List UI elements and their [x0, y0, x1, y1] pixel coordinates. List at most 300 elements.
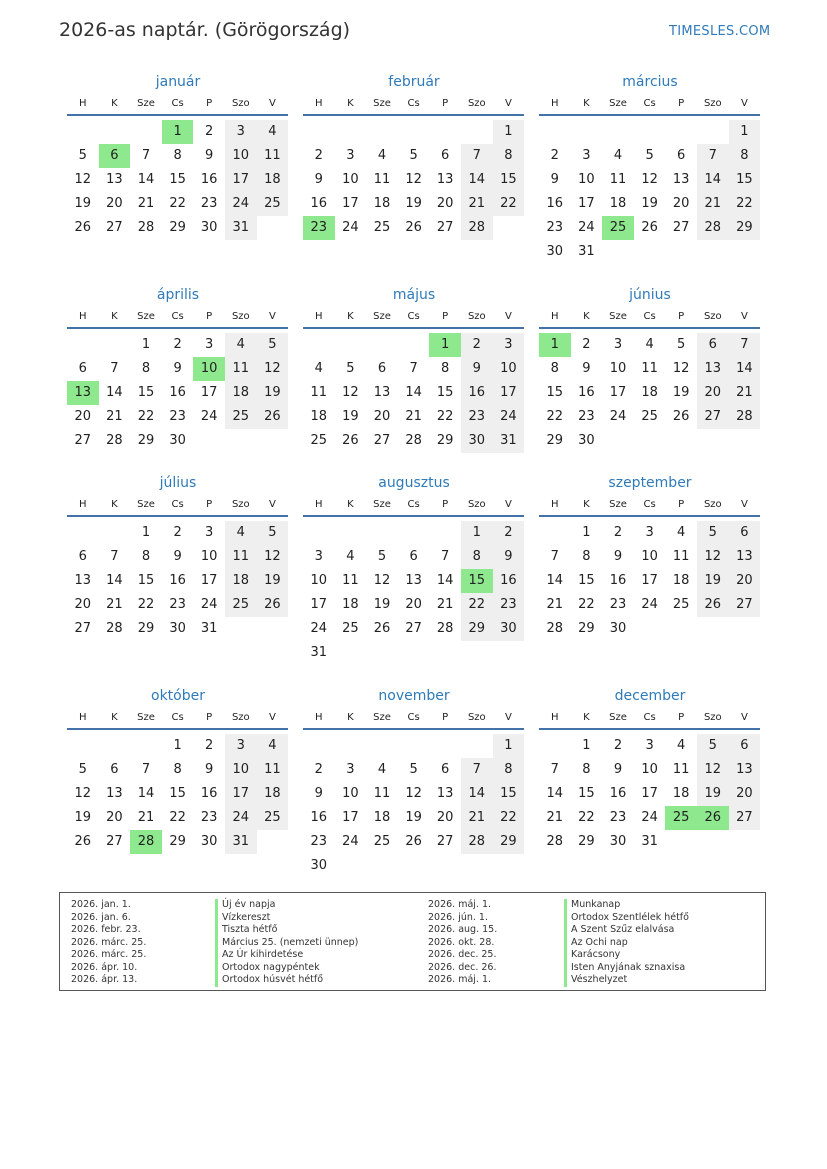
day-cell: 15: [729, 168, 761, 192]
day-cell: 23: [546, 220, 564, 235]
day-cell: 9: [582, 361, 591, 376]
weekday-label: K: [583, 499, 590, 510]
holiday-date: 2026. dec. 26.: [428, 961, 497, 973]
weekday-label: V: [740, 712, 748, 723]
holiday-name: Ortodox húsvét hétfő: [215, 974, 358, 987]
day-cell: 5: [78, 148, 87, 163]
day-cell: 17: [200, 385, 218, 400]
day-cell: 31: [225, 830, 257, 854]
weekday-label: Szo: [231, 499, 250, 510]
day-cell: 5: [377, 549, 387, 564]
day-cell: 23: [461, 405, 493, 429]
day-cell: 17: [609, 385, 627, 400]
day-cell: 10: [342, 786, 359, 801]
day-cell: 6: [377, 361, 387, 376]
day-cell: 13: [74, 573, 92, 588]
day-cell: 27: [672, 220, 690, 235]
day-cell: 10: [225, 758, 257, 782]
day-cell: 25: [373, 834, 391, 849]
day-cell: 22: [137, 597, 155, 612]
day-cell: 21: [137, 810, 155, 825]
day-cell: 12: [405, 172, 422, 187]
day-cell: 29: [169, 834, 186, 849]
day-cell: 3: [205, 337, 214, 352]
holiday-names-right: [564, 899, 689, 987]
day-cell: 16: [200, 172, 218, 187]
day-cell: 20: [74, 409, 92, 424]
weekday-label: P: [442, 499, 449, 510]
day-cell: 26: [257, 405, 289, 429]
day-cell: 15: [546, 385, 564, 400]
weekday-label: Sze: [609, 98, 627, 109]
day-cell: 10: [641, 762, 658, 777]
day-cell: 18: [257, 782, 289, 806]
day-cell: 21: [106, 409, 123, 424]
day-cell: 26: [641, 220, 658, 235]
day-cell: 28: [461, 216, 493, 240]
day-cell: 5: [346, 361, 355, 376]
day-cell: 21: [546, 810, 564, 825]
weekday-label: P: [206, 712, 213, 723]
weekday-label: V: [740, 311, 748, 322]
day-cell: 19: [697, 569, 729, 593]
day-cell: 26: [672, 409, 690, 424]
month-name: augusztus: [378, 475, 450, 491]
day-cell: 2: [205, 738, 214, 753]
day-cell: 24: [641, 597, 658, 612]
day-cell: 19: [257, 569, 289, 593]
header-rule: [67, 114, 288, 116]
day-cell: 6: [697, 333, 729, 357]
day-cell: 6: [441, 148, 450, 163]
day-cell: 27: [436, 834, 454, 849]
day-cell: 3: [582, 148, 591, 163]
weekday-label: V: [740, 98, 748, 109]
weekday-label: K: [111, 98, 118, 109]
holiday-date: 2026. máj. 1.: [428, 974, 492, 985]
day-cell: 16: [609, 573, 627, 588]
day-cell: 1: [539, 333, 571, 357]
day-cell: 22: [493, 806, 525, 830]
weekday-label: H: [79, 311, 87, 322]
weekday-label: K: [583, 311, 590, 322]
day-cell: 18: [373, 196, 391, 211]
holiday-date: 2026. ápr. 13.: [71, 974, 138, 985]
day-cell: 3: [613, 337, 623, 352]
day-cell: 28: [130, 830, 162, 854]
weekday-label: Szo: [703, 712, 722, 723]
day-cell: 1: [493, 120, 525, 144]
day-cell: 31: [310, 645, 328, 660]
day-cell: 11: [225, 357, 257, 381]
day-cell: 24: [578, 220, 595, 235]
day-cell: 22: [436, 409, 454, 424]
day-cell: 11: [672, 549, 690, 564]
weekday-label: Cs: [171, 712, 184, 723]
weekday-label: Sze: [373, 499, 391, 510]
day-cell: 9: [613, 762, 623, 777]
day-cell: 29: [546, 433, 564, 448]
day-cell: 30: [200, 834, 218, 849]
day-cell: 21: [697, 192, 729, 216]
month-name: április: [156, 287, 200, 303]
weekday-label: Sze: [137, 712, 155, 723]
day-cell: 21: [405, 409, 422, 424]
day-cell: 11: [641, 361, 658, 376]
day-cell: 29: [729, 216, 761, 240]
day-cell: 2: [493, 521, 525, 545]
day-cell: 30: [310, 858, 328, 873]
holiday-names-left: [215, 899, 358, 987]
day-cell: 3: [346, 148, 355, 163]
weekday-label: K: [347, 311, 354, 322]
day-cell: 13: [405, 573, 422, 588]
day-cell: 11: [373, 786, 391, 801]
weekday-label: K: [111, 499, 118, 510]
day-cell: 23: [169, 409, 186, 424]
day-cell: 16: [200, 786, 218, 801]
day-cell: 4: [377, 148, 387, 163]
month-name: július: [159, 475, 197, 491]
holiday-name: Tiszta hétfő: [215, 924, 358, 937]
day-cell: 22: [578, 597, 595, 612]
day-cell: 9: [461, 357, 493, 381]
day-cell: 20: [405, 597, 422, 612]
day-cell: 21: [137, 196, 155, 211]
day-cell: 15: [493, 782, 525, 806]
day-cell: 3: [645, 525, 654, 540]
day-cell: 26: [74, 220, 92, 235]
weekday-label: V: [268, 98, 276, 109]
day-cell: 29: [578, 621, 595, 636]
day-cell: 14: [405, 385, 422, 400]
day-cell: 17: [225, 168, 257, 192]
day-cell: 16: [169, 385, 186, 400]
day-cell: 18: [641, 385, 658, 400]
weekday-label: H: [551, 98, 559, 109]
weekday-label: Szo: [231, 712, 250, 723]
holiday-date: 2026. aug. 15.: [428, 924, 498, 935]
day-cell: 7: [141, 762, 151, 777]
day-cell: 13: [697, 357, 729, 381]
day-cell: 1: [493, 734, 525, 758]
day-cell: 16: [493, 569, 525, 593]
day-cell: 9: [550, 172, 559, 187]
holiday-name: Az Úr kihirdetése: [215, 949, 358, 962]
day-cell: 11: [609, 172, 627, 187]
day-cell: 9: [314, 786, 323, 801]
day-cell: 2: [173, 525, 182, 540]
day-cell: 15: [493, 168, 525, 192]
weekday-label: Sze: [137, 311, 155, 322]
holiday-date: 2026. dec. 25.: [428, 949, 497, 960]
day-cell: 24: [609, 409, 627, 424]
day-cell: 16: [169, 573, 186, 588]
day-cell: 25: [602, 216, 634, 240]
header-rule: [303, 114, 524, 116]
day-cell: 3: [225, 120, 257, 144]
day-cell: 8: [441, 361, 450, 376]
weekday-label: V: [504, 311, 512, 322]
weekday-label: H: [79, 98, 87, 109]
weekday-label: Szo: [231, 311, 250, 322]
weekday-label: Szo: [467, 499, 486, 510]
weekday-label: V: [504, 499, 512, 510]
header-rule: [67, 728, 288, 730]
holiday-date: 2026. jan. 6.: [71, 911, 131, 923]
day-cell: 21: [436, 597, 454, 612]
day-cell: 18: [257, 168, 289, 192]
day-cell: 8: [461, 545, 493, 569]
day-cell: 12: [697, 758, 729, 782]
weekday-label: Szo: [467, 311, 486, 322]
weekday-label: V: [740, 499, 748, 510]
day-cell: 6: [729, 734, 761, 758]
day-cell: 15: [461, 569, 493, 593]
day-cell: 12: [373, 573, 391, 588]
day-cell: 11: [342, 573, 359, 588]
weekday-label: K: [583, 712, 590, 723]
day-cell: 2: [314, 762, 323, 777]
day-cell: 18: [310, 409, 328, 424]
weekday-label: Cs: [643, 712, 656, 723]
day-cell: 23: [310, 834, 328, 849]
day-cell: 27: [373, 433, 391, 448]
month-name: szeptember: [608, 475, 692, 491]
day-cell: 2: [461, 333, 493, 357]
day-cell: 6: [677, 148, 686, 163]
day-cell: 13: [729, 758, 761, 782]
day-cell: 13: [436, 172, 454, 187]
day-cell: 24: [342, 220, 359, 235]
holiday-date: 2026. márc. 25.: [71, 936, 147, 948]
holiday-name: Vízkereszt: [215, 912, 358, 925]
day-cell: 8: [493, 758, 525, 782]
day-cell: 1: [461, 521, 493, 545]
weekday-label: P: [206, 311, 213, 322]
day-cell: 9: [314, 172, 323, 187]
day-cell: 25: [342, 621, 359, 636]
day-cell: 15: [578, 786, 595, 801]
weekday-label: H: [79, 499, 87, 510]
day-cell: 13: [106, 172, 123, 187]
day-cell: 2: [613, 738, 623, 753]
day-cell: 13: [67, 381, 99, 405]
month-name: február: [388, 74, 440, 90]
day-cell: 17: [342, 196, 359, 211]
day-cell: 5: [78, 762, 87, 777]
weekday-label: Sze: [609, 499, 627, 510]
day-cell: 27: [729, 806, 761, 830]
day-cell: 21: [461, 806, 493, 830]
day-cell: 19: [342, 409, 359, 424]
day-cell: 7: [409, 361, 418, 376]
holiday-name: Karácsony: [564, 949, 689, 962]
day-cell: 28: [137, 220, 155, 235]
day-cell: 20: [729, 569, 761, 593]
day-cell: 20: [729, 782, 761, 806]
day-cell: 14: [546, 786, 564, 801]
day-cell: 26: [373, 621, 391, 636]
day-cell: 22: [169, 196, 186, 211]
day-cell: 25: [641, 409, 658, 424]
day-cell: 15: [578, 573, 595, 588]
day-cell: 19: [74, 810, 92, 825]
holiday-name: Munkanap: [564, 899, 689, 912]
weekday-label: Szo: [703, 311, 722, 322]
day-cell: 23: [493, 593, 525, 617]
day-cell: 31: [493, 429, 525, 453]
day-cell: 20: [106, 196, 123, 211]
day-cell: 28: [546, 621, 564, 636]
day-cell: 14: [137, 172, 155, 187]
day-cell: 10: [493, 357, 525, 381]
holiday-date: 2026. febr. 23.: [71, 924, 141, 935]
weekday-label: H: [315, 499, 323, 510]
day-cell: 14: [461, 782, 493, 806]
day-cell: 1: [582, 525, 591, 540]
day-cell: 31: [641, 834, 658, 849]
day-cell: 12: [257, 357, 289, 381]
day-cell: 16: [609, 786, 627, 801]
day-cell: 2: [173, 337, 182, 352]
weekday-label: H: [551, 499, 559, 510]
weekday-label: V: [268, 499, 276, 510]
holiday-name: Március 25. (nemzeti ünnep): [215, 937, 358, 950]
holiday-name: Az Ochi nap: [564, 937, 689, 950]
day-cell: 28: [729, 405, 761, 429]
day-cell: 21: [729, 381, 761, 405]
weekday-label: P: [442, 712, 449, 723]
day-cell: 20: [697, 381, 729, 405]
day-cell: 11: [257, 144, 289, 168]
day-cell: 8: [173, 762, 182, 777]
day-cell: 24: [342, 834, 359, 849]
holiday-date: 2026. máj. 1.: [428, 899, 492, 910]
day-cell: 23: [169, 597, 186, 612]
day-cell: 19: [74, 196, 92, 211]
day-cell: 27: [74, 621, 92, 636]
holiday-list: [59, 892, 766, 991]
day-cell: 28: [546, 834, 564, 849]
day-cell: 8: [729, 144, 761, 168]
day-cell: 3: [346, 762, 355, 777]
weekday-label: Szo: [231, 98, 250, 109]
day-cell: 26: [697, 806, 729, 830]
day-cell: 13: [436, 786, 454, 801]
day-cell: 15: [436, 385, 454, 400]
day-cell: 29: [493, 830, 525, 854]
weekday-label: Sze: [137, 98, 155, 109]
day-cell: 23: [200, 810, 218, 825]
day-cell: 24: [310, 621, 328, 636]
holiday-name: Ortodox Szentlélek hétfő: [564, 912, 689, 925]
weekday-label: Sze: [137, 499, 155, 510]
day-cell: 18: [609, 196, 627, 211]
day-cell: 22: [578, 810, 595, 825]
day-cell: 7: [461, 758, 493, 782]
day-cell: 9: [173, 549, 182, 564]
day-cell: 18: [342, 597, 359, 612]
day-cell: 6: [409, 549, 418, 564]
holiday-name: Ortodox nagypéntek: [215, 962, 358, 975]
day-cell: 29: [137, 621, 155, 636]
day-cell: 11: [672, 762, 690, 777]
day-cell: 1: [729, 120, 761, 144]
holiday-date: 2026. márc. 25.: [71, 949, 147, 960]
weekday-label: Cs: [171, 311, 184, 322]
weekday-label: V: [268, 712, 276, 723]
day-cell: 18: [225, 569, 257, 593]
page-title: 2026-as naptár. (Görögország): [59, 19, 351, 41]
day-cell: 24: [200, 409, 218, 424]
day-cell: 1: [173, 738, 182, 753]
header-rule: [67, 515, 288, 517]
month-name: október: [151, 688, 205, 704]
day-cell: 25: [225, 405, 257, 429]
day-cell: 6: [441, 762, 450, 777]
day-cell: 22: [461, 593, 493, 617]
day-cell: 25: [225, 593, 257, 617]
day-cell: 8: [582, 549, 591, 564]
holiday-date: 2026. jan. 1.: [71, 899, 131, 910]
day-cell: 8: [493, 144, 525, 168]
day-cell: 22: [729, 192, 761, 216]
day-cell: 25: [373, 220, 391, 235]
day-cell: 20: [74, 597, 92, 612]
day-cell: 21: [546, 597, 564, 612]
holiday-date: 2026. jún. 1.: [428, 911, 489, 923]
day-cell: 7: [110, 361, 119, 376]
day-cell: 4: [645, 337, 654, 352]
day-cell: 19: [405, 810, 422, 825]
day-cell: 27: [729, 593, 761, 617]
day-cell: 5: [257, 521, 289, 545]
header-rule: [303, 728, 524, 730]
month-name: május: [392, 287, 436, 303]
day-cell: 10: [310, 573, 328, 588]
day-cell: 23: [303, 216, 335, 240]
holiday-name: A Szent Szűz elalvása: [564, 924, 689, 937]
day-cell: 19: [697, 782, 729, 806]
weekday-label: Sze: [373, 311, 391, 322]
day-cell: 7: [141, 148, 151, 163]
weekday-label: K: [583, 98, 590, 109]
weekday-label: P: [206, 499, 213, 510]
day-cell: 20: [436, 196, 454, 211]
weekday-label: K: [347, 499, 354, 510]
header-rule: [539, 515, 760, 517]
day-cell: 15: [169, 172, 186, 187]
day-cell: 31: [225, 216, 257, 240]
holiday-dates-left: [71, 899, 146, 987]
day-cell: 5: [697, 734, 729, 758]
day-cell: 22: [137, 409, 155, 424]
day-cell: 1: [162, 120, 194, 144]
day-cell: 7: [441, 549, 450, 564]
day-cell: 27: [436, 220, 454, 235]
day-cell: 31: [578, 244, 595, 259]
brand-link[interactable]: TIMESLES.COM: [669, 24, 771, 39]
day-cell: 7: [550, 549, 559, 564]
day-cell: 14: [106, 385, 123, 400]
day-cell: 1: [582, 738, 591, 753]
day-cell: 17: [200, 573, 218, 588]
day-cell: 4: [225, 333, 257, 357]
day-cell: 22: [493, 192, 525, 216]
day-cell: 15: [169, 786, 186, 801]
day-cell: 30: [578, 433, 595, 448]
